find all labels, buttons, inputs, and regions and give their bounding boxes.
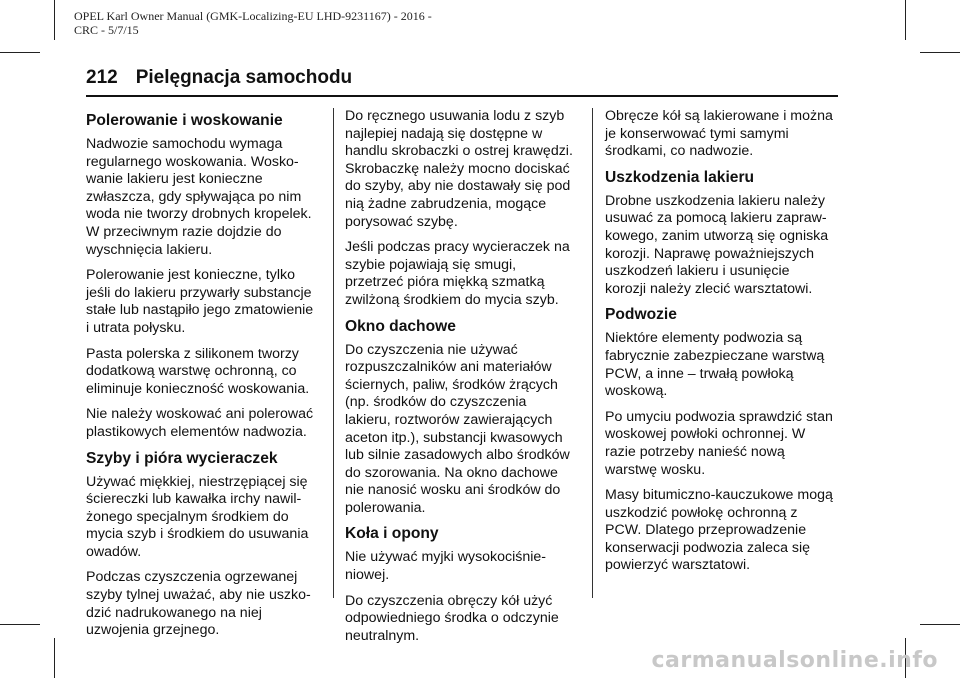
crop-mark <box>920 52 960 53</box>
column-divider <box>592 108 593 598</box>
section-heading-polishing: Polerowanie i woskowanie <box>86 112 283 129</box>
crop-mark <box>0 624 40 625</box>
crop-mark <box>920 624 960 625</box>
section-heading-sunroof: Okno dachowe <box>345 317 456 335</box>
page-title: Pielęgnacja samochodu <box>135 67 353 88</box>
section-heading-windows: Szyby i pióra wycieraczek <box>86 449 278 467</box>
paragraph: Drobne uszkodzenia lakieru należy usuwać za pomocą lakieru zapraw- kowego, zanim utworzą się ogniska korozji. Naprawę poważniejszych uszkodzeń lakieru i usunięcie korozji należy zlecić warsztatowi. <box>605 192 829 297</box>
heading-rule <box>86 95 838 97</box>
paragraph: Do czyszczenia nie używać rozpuszczalników ani materiałów ściernych, paliw, środków żrących (np. środków do czyszczenia lakieru, roztworów zawierających aceton itp.), substancji kwasowych lub silnie zasadowych albo środków do szorowania. Na okno dachowe nie nanosić wosku ani środków do polerowania. <box>345 341 570 516</box>
paragraph: Nadwozie samochodu wymaga regularnego woskowania. Wosko- wanie lakieru jest konieczne zwłaszcza, gdy spływająca po nim woda nie tworzy drobnych kropelek. W przeciwnym razie dojdzie do wyschnięcia lakieru. <box>86 136 312 258</box>
crop-mark <box>54 0 55 40</box>
paragraph: Masy bitumiczno-kauczukowe mogą uszkodzić powłokę ochronną z PCW. Dlatego przeprowadzenie konserwacji podwozia zaleca się powierzyć warsztatowi. <box>605 487 833 574</box>
paragraph: Polerowanie jest konieczne, tylko jeśli do lakieru przywarły substancje stałe lub nastąpiło jego zmatowienie i utrata połysku. <box>86 267 314 336</box>
column-1 <box>86 108 322 648</box>
page-heading <box>86 67 352 89</box>
paragraph: Do ręcznego usuwania lodu z szyb najlepiej nadają się dostępne w handlu skrobaczki o ostrej krawędzi. Skrobaczkę należy mocno dociskać do szyby, aby nie dostawały się pod nią żadne zabrudzenia, mogące porysować szybę. <box>345 108 573 230</box>
paragraph: Podczas czyszczenia ogrzewanej szyby tylnej uważać, aby nie uszko- dzić nadrukowanego na niej uzwojenia grzejnego. <box>86 569 311 639</box>
paragraph: Jeśli podczas pracy wycieraczek na szybie pojawiają się smugi, przetrzeć pióra miękką szmatką zwilżoną środkiem do mycia szyb. <box>345 239 570 308</box>
crop-mark <box>0 52 40 53</box>
watermark: carmanualsonline.info <box>651 648 938 673</box>
page-number: 212 <box>86 67 118 88</box>
crop-mark <box>54 638 55 678</box>
paragraph: Nie należy woskować ani polerować plastikowych elementów nadwozia. <box>86 406 314 440</box>
column-2 <box>345 108 581 653</box>
paragraph: Nie używać myjki wysokociśnie- niowej. <box>345 549 547 584</box>
paragraph: Do czyszczenia obręczy kół użyć odpowiedniego środka o odczynie neutralnym. <box>345 592 559 644</box>
section-heading-wheels: Koła i opony <box>345 525 439 543</box>
section-heading-paint-damage: Uszkodzenia lakieru <box>605 168 755 186</box>
column-3 <box>605 108 841 583</box>
paragraph: Używać miękkiej, niestrzępiącej się ściereczki lub kawałka irchy nawil- żonego specjalnym środkiem do mycia szyb i środkiem do usuwania owadów. <box>86 473 309 560</box>
paragraph: Obręcze kół są lakierowane i można je konserwować tymi samymi środkami, co nadwozie. <box>605 108 833 160</box>
section-heading-underbody: Podwozie <box>605 306 677 324</box>
paragraph: Pasta polerska z silikonem tworzy dodatkową warstwę ochronną, co eliminuje konieczność woskowania. <box>86 345 310 397</box>
print-meta: OPEL Karl Owner Manual (GMK-Localizing-EU LHD-9231167) - 2016 - CRC - 5/7/15 <box>74 9 432 37</box>
paragraph: Niektóre elementy podwozia są fabrycznie zabezpieczane warstwą PCW, a inne – trwałą powłoką woskową. <box>605 330 825 400</box>
column-divider <box>333 108 334 598</box>
crop-mark <box>905 0 906 40</box>
paragraph: Po umyciu podwozia sprawdzić stan woskowej powłoki ochronnej. W razie potrzeby nanieść nową warstwę wosku. <box>605 408 833 478</box>
